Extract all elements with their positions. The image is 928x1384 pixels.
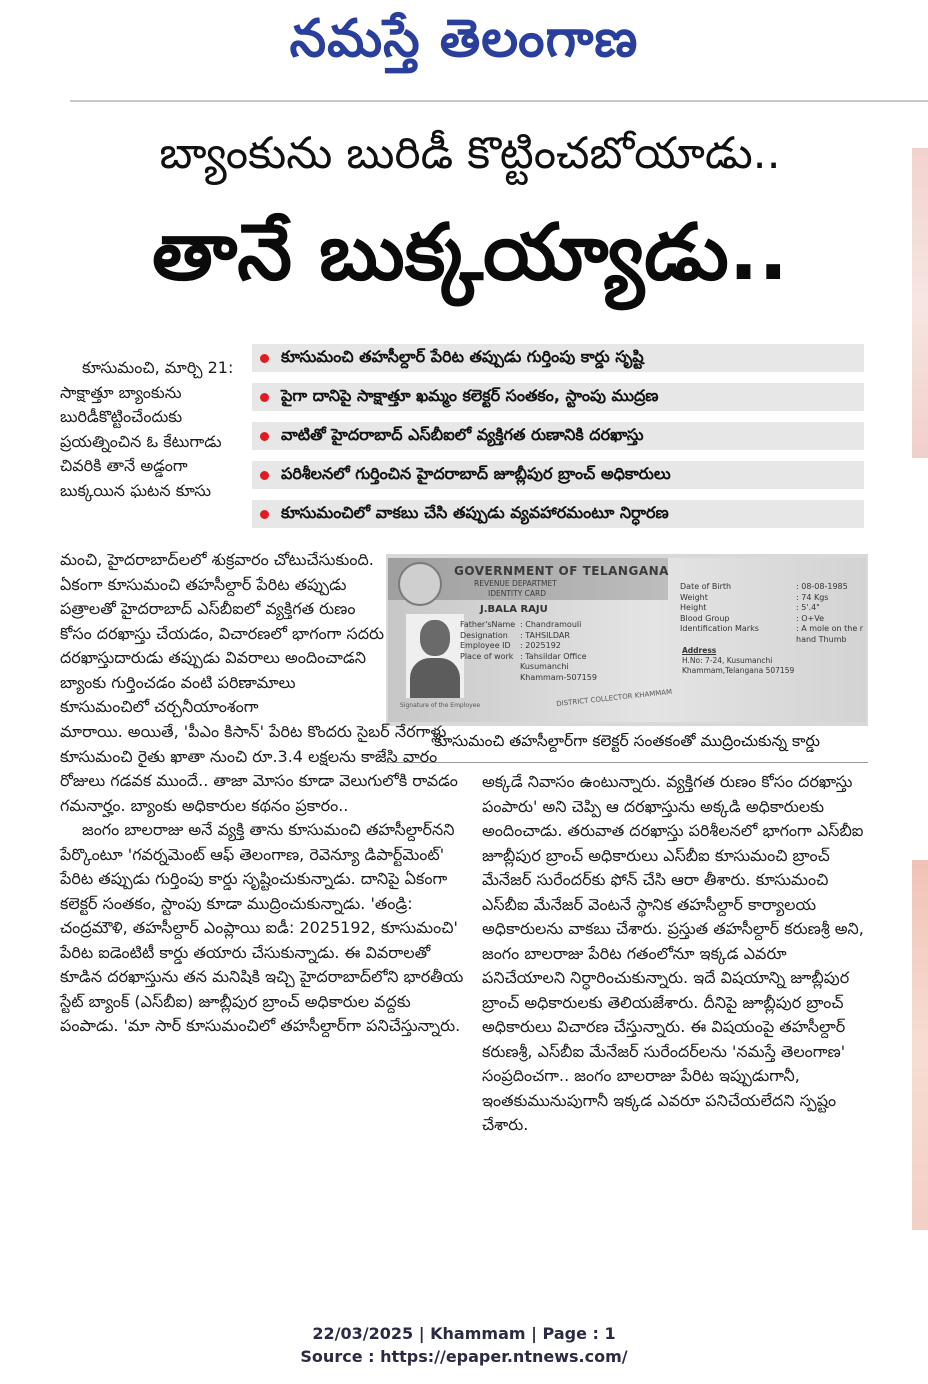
card-fields [460, 620, 515, 662]
red-dot-icon [260, 510, 269, 519]
card-address-line: Khammam,Telangana 507159 [682, 666, 795, 675]
id-card-photo [386, 554, 868, 726]
footer-date-page: 22/03/2025 | Khammam | Page : 1 [312, 1324, 616, 1343]
card-field-value: : 2025192 [520, 641, 561, 650]
collector-stamp: DISTRICT COLLECTOR KHAMMAM [555, 687, 673, 709]
card-field-value: hand Thumb [796, 634, 847, 644]
masthead [0, 6, 928, 72]
card-field-value: : 08-08-1985 [796, 582, 848, 591]
bullet-text: కూసుమంచి తహసీల్దార్ పేరిట తప్పుడు గుర్తింపు కార్డు సృష్టి [281, 346, 644, 366]
adjacent-page-edge [912, 148, 928, 458]
card-field-value: : A mole on the r [796, 624, 864, 633]
article-paragraph: మంచి, హైదరాబాద్‌లలో శుక్రవారం చోటుచేసుకుంది. ఏకంగా కూసుమంచి తహసీల్దార్ పేరిట తప్పుడు పత్రాలతో హైదరాబాద్ ఎస్‌బీఐలో వ్యక్తిగత రుణం కోసం దరఖాస్తు చేయడం, విచారణలో భాగంగా సదరు దరఖాస్తుదారుడు తప్పుడు వివరాలు అందించాడని బ్యాంకు గుర్తించడం వంటి పరిణామాలు కూసుమంచిలో చర్చనీయాంశంగా [60, 550, 385, 716]
card-field-label: Father'sName [460, 620, 516, 629]
card-field-value: Kusumanchi [520, 662, 569, 671]
page-footer [0, 1322, 928, 1368]
card-field-value: : Tahsildar Office [520, 651, 587, 661]
bullet-item [252, 383, 864, 411]
card-field-label: Identification Marks [680, 624, 759, 633]
government-seal-icon [398, 562, 442, 606]
red-dot-icon [260, 393, 269, 402]
card-field-value: : Chandramouli [520, 620, 582, 629]
bullet-text: పరిశీలనలో గుర్తించిన హైదరాబాద్ జూబ్లీపుర బ్రాంచ్ అధికారులు [281, 463, 671, 483]
card-field-label: Blood Group [680, 613, 730, 623]
portrait-head [420, 620, 450, 656]
red-dot-icon [260, 354, 269, 363]
card-field-label: Designation [460, 630, 508, 640]
card-address-label: Address [682, 646, 717, 655]
signature-caption: Signature of the Employee [400, 702, 481, 709]
id-card [388, 558, 866, 722]
article-paragraph: అక్కడే నివాసం ఉంటున్నారు. వ్యక్తిగత రుణం కోసం దరఖాస్తు పంపారు' అని చెప్పి ఆ దరఖాస్తును అక్కడి అధికారులకు అందించాడు. తరువాత దరఖాస్తు పరిశీలనలో భాగంగా ఎస్‌బీఐ జూబ్లీపుర బ్రాంచ్ అధికారులు ఎస్‌బీఐ కూసుమంచి బ్రాంచ్ మేనేజర్ సురేందర్‌కు ఫోన్ చేసి ఆరా తీశారు. కూసుమంచి ఎస్‌బీఐ మేనేజర్ వెంటనే స్థానిక తహసీల్దార్ కార్యాలయ అధికారులను వాకబు చేశారు. ప్రస్తుత తహసీల్దార్ కరుణశ్రీ అని, జంగం బాలరాజు పేరిట గతంలోనూ ఇక్కడ ఎవరూ పనిచేయాలని నిర్ధారించుకున్నారు. ఇదే విషయాన్ని జూబ్లీపుర బ్రాంచ్ అధికారులకు తెలియజేశారు. దీనిపై జూబ్లీపుర బ్రాంచ్ అధికారులు విచారణ చేస్తున్నారు. ఈ విషయంపై తహసీల్దార్ కరుణశ్రీ, ఎస్‌బీఐ మేనేజర్ సురేందర్‌లను 'నమస్తే తెలంగాణ' సంప్రదించగా.. జంగం బాలరాజు పేరిట ఇప్పుడుగానీ, ఇంతకుమునుపుగానీ ఇక్కడ ఎవరూ పనిచేయలేదని స్పష్టం చేశారు. [482, 772, 864, 1134]
masthead-title: నమస్తే తెలంగాణ [289, 8, 639, 69]
article-right-column [482, 770, 868, 1138]
article-paragraph: మారాయి. అయితే, 'పీఎం కిసాన్' పేరిట కొందరు సైబర్ నేరగాళ్లు కూసుమంచి రైతు ఖాతా నుంచి రూ.3.4 లక్షలను కాజేసి వారం రోజులు గడవక ముందే.. తాజా మోసం కూడా వెలుగులోకి రావడం గమనార్హం. బ్యాంకు అధికారుల కథనం ప్రకారం.. [60, 722, 458, 815]
card-field-value: : 74 Kgs [796, 592, 829, 602]
card-right-fields [680, 582, 759, 635]
card-field-value: : O+Ve [796, 613, 825, 623]
card-right-values [796, 582, 863, 645]
highlight-bullets [252, 344, 864, 539]
portrait-photo [406, 614, 464, 698]
card-field-label: Height [680, 603, 707, 612]
red-dot-icon [260, 471, 269, 480]
card-field-label: Employee ID [460, 641, 511, 650]
card-address [682, 646, 794, 676]
card-values [520, 620, 597, 683]
bullet-item [252, 500, 864, 528]
adjacent-page-edge [912, 860, 928, 1230]
headline-line2: తానే బుక్కయ్యాడు.. [151, 208, 789, 298]
article-narrow-column [60, 356, 242, 503]
masthead-rule [70, 100, 928, 102]
card-address-line: H.No: 7-24, Kusumanchi [682, 656, 773, 665]
card-field-label: Weight [680, 592, 708, 602]
card-title: IDENTITY CARD [488, 589, 547, 598]
article-left-column [60, 548, 388, 720]
card-field-value: Khammam-507159 [520, 672, 597, 682]
bullet-text: పైగా దానిపై సాక్షాత్తూ ఖమ్మం కలెక్టర్ సంతకం, స్టాంపు ముద్రణ [281, 385, 659, 405]
headline-line1: బ్యాంకును బురిడీ కొట్టించబోయాడు.. [159, 128, 781, 179]
bullet-item [252, 422, 864, 450]
card-field-label: Place of work [460, 651, 514, 661]
article-paragraph: కూసుమంచి, మార్చి 21: సాక్షాత్తూ బ్యాంకును బురిడీకొట్టించేందుకు ప్రయత్నించిన ఓ కేటుగాడు చివరికి తానే అడ్డంగా బుక్కయిన ఘటన కూసు [60, 358, 234, 500]
card-department: REVENUE DEPARTMET [474, 579, 557, 588]
bullet-item [252, 344, 864, 372]
bullet-text: కూసుమంచిలో వాకబు చేసి తప్పుడు వ్యవహారమంటూ నిర్ధారణ [281, 502, 669, 522]
card-government: GOVERNMENT OF TELANGANA [454, 564, 669, 578]
card-holder-name: J.BALA RAJU [480, 604, 548, 615]
red-dot-icon [260, 432, 269, 441]
card-field-value: : TAHSILDAR [520, 630, 570, 640]
article-left-lower-column [60, 720, 472, 1039]
portrait-body [410, 658, 460, 698]
photo-caption: కూసుమంచి తహసీల్దార్‌గా కలెక్టర్ సంతకంతో ముద్రించుకున్న కార్డు [433, 732, 821, 750]
article-paragraph: జంగం బాలరాజు అనే వ్యక్తి తాను కూసుమంచి తహసీల్దార్‌నని పేర్కొంటూ 'గవర్నమెంట్ ఆఫ్ తెలంగాణ, రెవెన్యూ డిపార్ట్‌మెంట్' పేరిట తప్పుడు గుర్తింపు కార్డు సృష్టించుకున్నాడు. దానిపై ఏకంగా కలెక్టర్ సంతకం, స్టాంపు కూడా ముద్రించుకున్నాడు. 'తండ్రి: చంద్రమౌళి, తహసీల్దార్ ఎంప్లాయి ఐడీ: 2025192, కూసుమంచి' పేరిట ఐడెంటిటీ కార్డు తయారు చేసుకున్నాడు. ఈ వివరాలతో కూడిన దరఖాస్తును తన మనిషికి ఇచ్చి హైదరాబాద్‌లోని భారతీయ స్టేట్ బ్యాంక్ (ఎస్‌బీఐ) జూబ్లీపుర బ్రాంచ్ అధికారుల వద్దకు పంపాడు. 'మా సార్ కూసుమంచిలో తహసీల్దార్‌గా పనిచేస్తున్నారు. [60, 820, 464, 1035]
bullet-text: వాటితో హైదరాబాద్ ఎస్‌బీఐలో వ్యక్తిగత రుణానికి దరఖాస్తు [281, 424, 644, 444]
card-field-label: Date of Birth [680, 582, 732, 591]
footer-source: Source : https://epaper.ntnews.com/ [300, 1347, 628, 1366]
card-field-value: : 5'.4" [796, 603, 820, 612]
bullet-item [252, 461, 864, 489]
